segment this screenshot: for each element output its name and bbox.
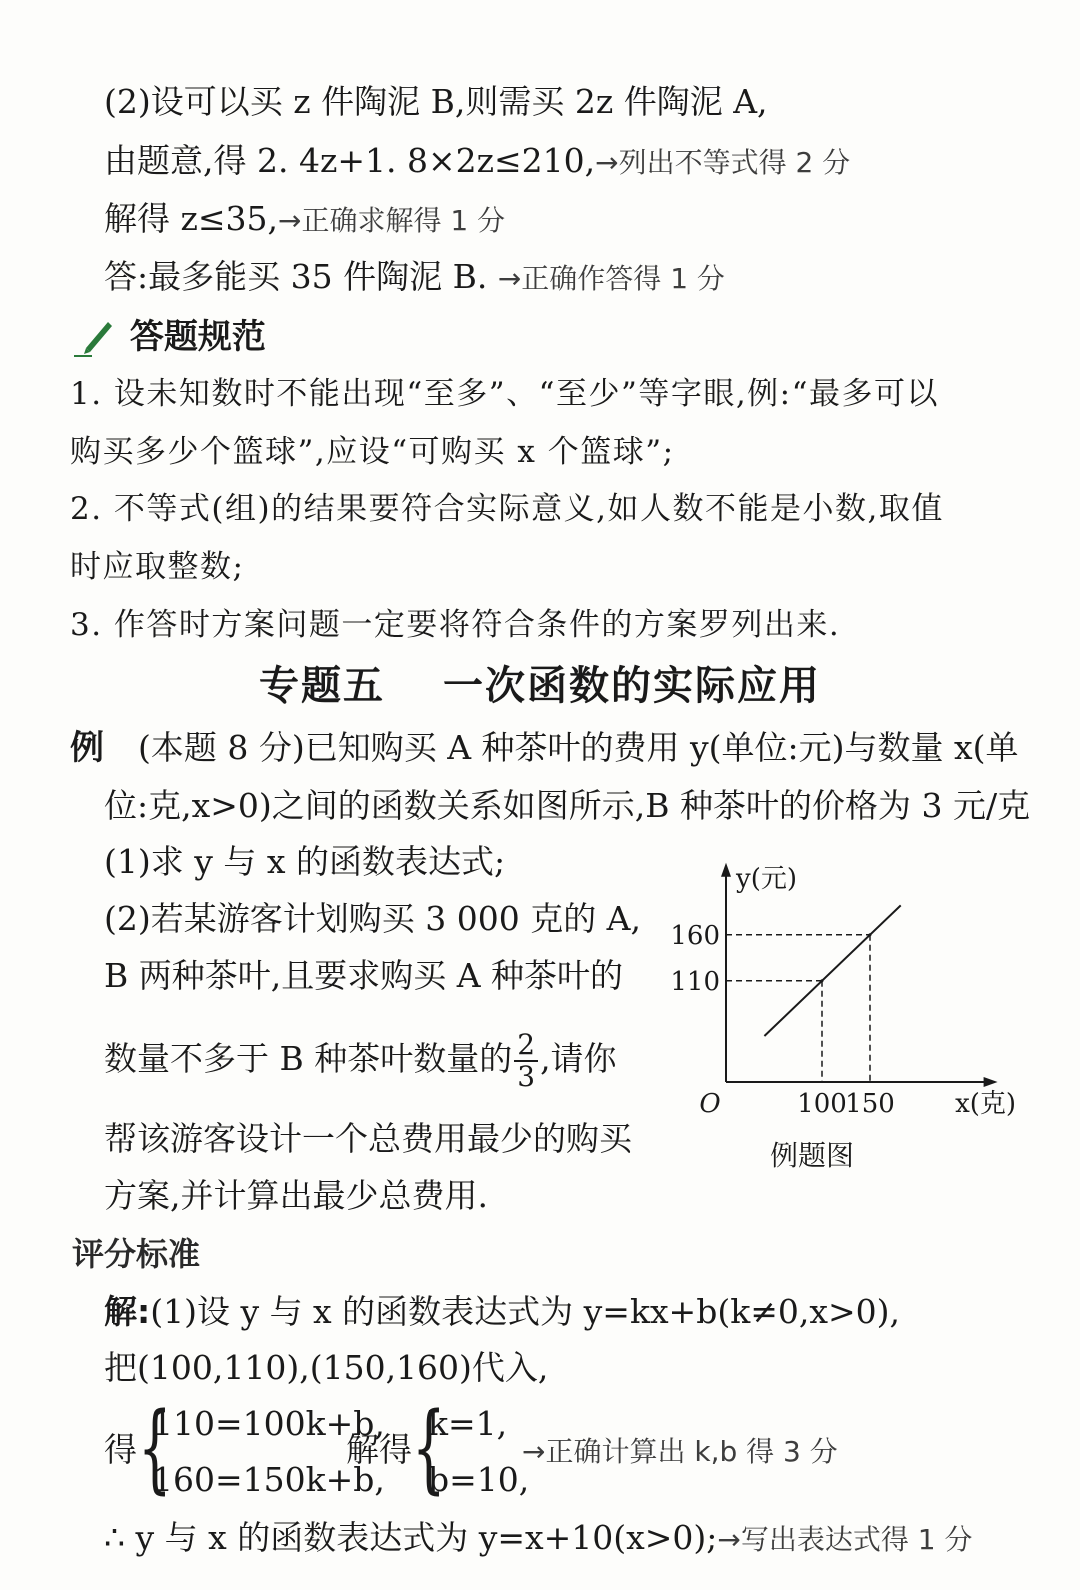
question-2c-post: ,请你 bbox=[540, 1039, 617, 1078]
norms-heading-text: 答题规范 bbox=[129, 317, 266, 357]
grading-heading: 评分标准 bbox=[72, 1235, 201, 1273]
solution-line4-text: ∴ y 与 x 的函数表达式为 y=x+10(x>0); bbox=[104, 1518, 718, 1557]
system1-eq2: 160=150k+b, bbox=[152, 1460, 385, 1499]
solution-jiede: 解得 bbox=[346, 1430, 412, 1469]
solution-line2: 把(100,110),(150,160)代入, bbox=[104, 1348, 549, 1387]
solution-line4 bbox=[104, 1516, 972, 1562]
system2-eq1: k=1, bbox=[428, 1404, 508, 1443]
system-brace-2: { bbox=[412, 1392, 446, 1504]
score-mark: →正确作答得 1 分 bbox=[497, 262, 725, 295]
origin-label: O bbox=[699, 1089, 721, 1119]
part2-line4-text: 答:最多能买 35 件陶泥 B. bbox=[104, 257, 488, 296]
solution-line1-text: (1)设 y 与 x 的函数表达式为 y=kx+b(k≠0,x>0), bbox=[150, 1292, 900, 1331]
graph-labels bbox=[670, 864, 1016, 1119]
data-line bbox=[764, 905, 900, 1036]
y-axis-label: y(元) bbox=[736, 863, 797, 894]
solution-line1 bbox=[104, 1290, 900, 1334]
fraction bbox=[514, 1030, 538, 1092]
example-line1: (本题 8 分)已知购买 A 种茶叶的费用 y(单位:元)与数量 x(单 bbox=[138, 728, 1019, 767]
x-axis-arrow bbox=[984, 1077, 998, 1087]
norms-heading bbox=[72, 312, 266, 360]
pencil-icon bbox=[72, 312, 118, 358]
example-label: 例 bbox=[70, 728, 104, 768]
question-2a: (2)若某游客计划购买 3 000 克的 A, bbox=[104, 899, 642, 938]
example-graph bbox=[660, 845, 1017, 1145]
y-tick-label: 160 bbox=[670, 920, 720, 951]
graph-line-series bbox=[764, 905, 900, 1036]
norm-rule-1b: 购买多少个篮球”,应设“可购买 x 个篮球”; bbox=[70, 434, 675, 470]
x-tick-label: 150 bbox=[845, 1089, 895, 1119]
score-mark: →列出不等式得 2 分 bbox=[595, 146, 851, 179]
x-axis-label: x(克) bbox=[955, 1089, 1017, 1119]
norm-rule-2b: 时应取整数; bbox=[70, 549, 245, 585]
question-2e: 方案,并计算出最少总费用. bbox=[104, 1176, 488, 1215]
question-2c bbox=[104, 1030, 617, 1092]
y-tick-label: 110 bbox=[670, 966, 720, 997]
norm-rule-2a: 2. 不等式(组)的结果要符合实际意义,如人数不能是小数,取值 bbox=[70, 491, 944, 527]
x-tick-label: 100 bbox=[797, 1089, 847, 1119]
system1-eq1: 110=100k+b, bbox=[152, 1404, 385, 1443]
part2-line2 bbox=[104, 139, 850, 185]
solution-label: 解: bbox=[104, 1292, 151, 1331]
topic-title: 专题五 一次函数的实际应用 bbox=[259, 663, 821, 709]
example-line2: 位:克,x>0)之间的函数关系如图所示,B 种茶叶的价格为 3 元/克 bbox=[104, 786, 1031, 825]
question-2b: B 两种茶叶,且要求购买 A 种茶叶的 bbox=[104, 956, 624, 995]
norm-rule-3: 3. 作答时方案问题一定要将符合条件的方案罗列出来. bbox=[70, 607, 841, 643]
y-axis-arrow bbox=[721, 863, 731, 877]
score-mark: →正确计算出 k,b 得 3 分 bbox=[522, 1435, 838, 1468]
part2-line2-text: 由题意,得 2. 4z+1. 8×2z≤210, bbox=[104, 141, 596, 180]
fraction-numerator: 2 bbox=[514, 1030, 538, 1062]
part2-line4 bbox=[104, 255, 725, 301]
fraction-denominator: 3 bbox=[517, 1060, 536, 1093]
question-2c-pre: 数量不多于 B 种茶叶数量的 bbox=[104, 1039, 513, 1078]
graph-caption: 例题图 bbox=[770, 1139, 855, 1172]
part2-line1: (2)设可以买 z 件陶泥 B,则需买 2z 件陶泥 A, bbox=[104, 82, 768, 121]
norm-rule-1a: 1. 设未知数时不能出现“至多”、“至少”等字眼,例:“最多可以 bbox=[70, 376, 939, 412]
question-1: (1)求 y 与 x 的函数表达式; bbox=[104, 842, 506, 881]
system-brace-1: { bbox=[138, 1392, 172, 1504]
graph-axes bbox=[721, 863, 998, 1087]
score-mark: →正确求解得 1 分 bbox=[278, 204, 506, 237]
solution-de: 得 bbox=[104, 1430, 137, 1469]
score-mark: →写出表达式得 1 分 bbox=[717, 1523, 973, 1556]
data-point bbox=[869, 933, 872, 936]
part2-line3-text: 解得 z≤35, bbox=[104, 199, 279, 238]
question-2d: 帮该游客设计一个总费用最少的购买 bbox=[104, 1119, 632, 1158]
system2-eq2: b=10, bbox=[428, 1460, 530, 1499]
part2-line3 bbox=[104, 197, 505, 243]
data-point bbox=[821, 979, 824, 982]
